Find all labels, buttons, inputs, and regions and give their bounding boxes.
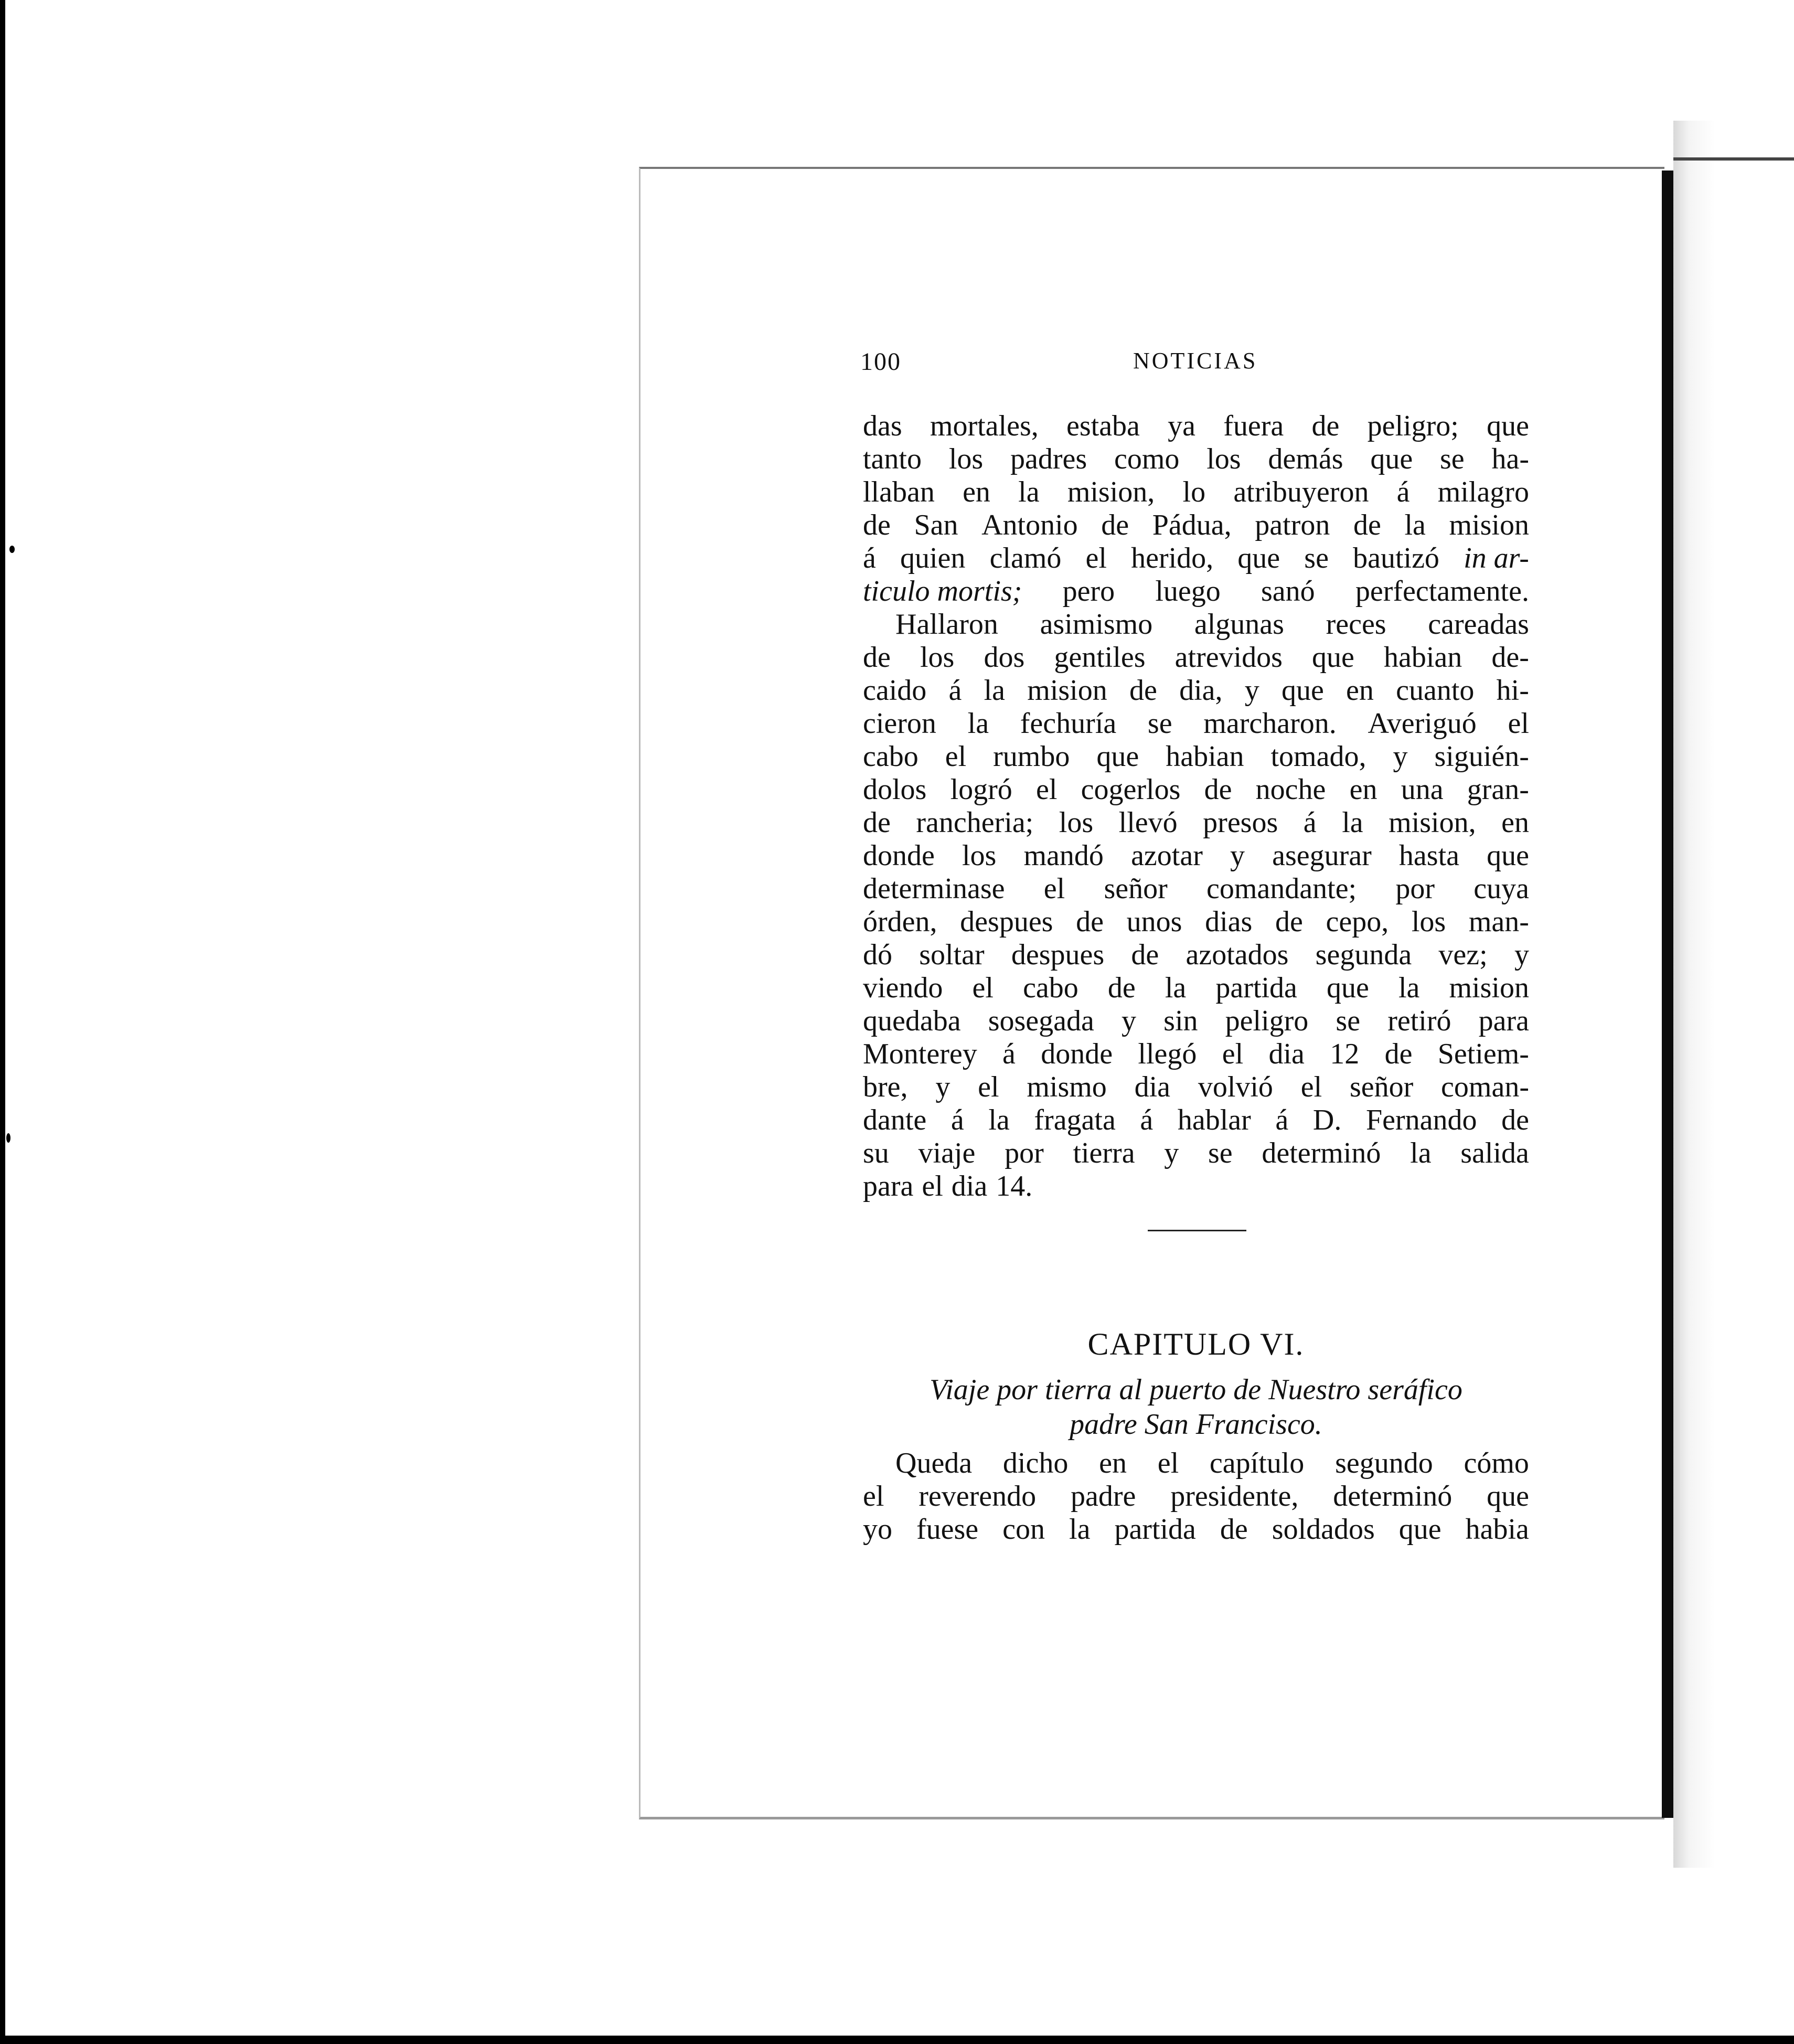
word: despues (1011, 939, 1105, 971)
page-number: 100 (860, 348, 901, 376)
text-block-before-chapter (863, 410, 1529, 1203)
text-line (863, 1104, 1529, 1137)
word: cabo (863, 740, 919, 773)
word: asimismo (1040, 608, 1153, 641)
word: la (988, 1104, 1010, 1136)
word: en (963, 476, 990, 508)
text-line (863, 906, 1529, 939)
word: vez; (1438, 939, 1488, 971)
running-head (860, 347, 1260, 379)
word: señor (1349, 1071, 1414, 1103)
word: á (951, 1104, 964, 1136)
word: se (1208, 1137, 1233, 1169)
word: el (1508, 707, 1529, 740)
scan-speck (6, 1133, 10, 1143)
word: soltar (919, 939, 985, 971)
word: se (1304, 542, 1329, 574)
text-line (863, 872, 1529, 906)
word: que (1281, 674, 1324, 707)
word: á (863, 542, 876, 574)
word: órden, (863, 906, 937, 938)
word: Monterey (863, 1038, 977, 1070)
text-line (863, 1038, 1529, 1071)
word: mision (1449, 972, 1529, 1004)
word: que (1370, 443, 1413, 475)
word: el (1036, 773, 1058, 806)
word: á (948, 674, 962, 707)
word: habia (1465, 1513, 1529, 1546)
text-line (863, 1170, 1529, 1203)
adjacent-page-top-edge (1673, 157, 1794, 161)
text-line (863, 608, 1529, 641)
word: herido, (1131, 542, 1214, 574)
text-line (863, 476, 1529, 509)
paragraph-2 (863, 608, 1529, 1203)
word: Averiguó (1368, 707, 1477, 740)
word: gentiles (1054, 641, 1146, 674)
word: ha- (1491, 443, 1529, 475)
word: cómo (1464, 1447, 1529, 1479)
chapter-subtitle (863, 1372, 1529, 1442)
word: determinó (1333, 1480, 1453, 1513)
word: la (1165, 972, 1187, 1004)
word: y (1164, 1137, 1179, 1169)
word: tomado, (1270, 740, 1366, 773)
word: de (863, 641, 891, 674)
word: el (1043, 872, 1065, 905)
word: cuya (1473, 872, 1529, 905)
word: clamó (989, 542, 1062, 574)
word: luego (1155, 575, 1221, 608)
word: 14. (996, 1170, 1033, 1202)
word: el (922, 1170, 943, 1202)
word: se (1336, 1005, 1361, 1037)
word: fragata (1034, 1104, 1116, 1136)
word: das (863, 410, 902, 442)
word: que (1237, 542, 1280, 574)
word: padre (1071, 1480, 1136, 1513)
text-line (863, 773, 1529, 806)
word: cepo, (1326, 906, 1389, 938)
word: soldados (1272, 1513, 1375, 1546)
text-line (863, 641, 1529, 674)
word: que (1312, 641, 1354, 674)
word: el (863, 1480, 884, 1513)
word: careadas (1428, 608, 1529, 641)
text-line (863, 1137, 1529, 1170)
text-line (863, 1513, 1529, 1546)
word: llevó (1118, 806, 1178, 839)
word: peligro; (1367, 410, 1459, 442)
word: Setiem- (1437, 1038, 1529, 1070)
word: llegó (1138, 1038, 1197, 1070)
word: Antonio (981, 509, 1078, 541)
word: que (1398, 1513, 1441, 1546)
word: rancheria; (916, 806, 1034, 839)
word: dolos (863, 773, 927, 806)
word: el (1300, 1071, 1322, 1103)
word: despues (960, 906, 1053, 938)
section-rule (1148, 1230, 1246, 1231)
word: azotar (1131, 839, 1203, 872)
word: San (914, 509, 958, 541)
word: dias (1205, 906, 1253, 938)
word: siguién- (1434, 740, 1529, 773)
word: fuese (916, 1513, 979, 1546)
word: se (1440, 443, 1465, 475)
word: dia (951, 1170, 988, 1202)
word: gran- (1467, 773, 1529, 806)
word: mandó (1023, 839, 1104, 872)
text-line (863, 410, 1529, 443)
word: el (1222, 1038, 1244, 1070)
word: yo (863, 1513, 892, 1546)
word: algunas (1194, 608, 1284, 641)
text-line (863, 1447, 1529, 1480)
word: rumbo (993, 740, 1070, 773)
word: su (863, 1137, 889, 1169)
word: y (1230, 839, 1245, 872)
word: dos (984, 641, 1025, 674)
word: de (1101, 509, 1129, 541)
word: hasta (1398, 839, 1459, 872)
text-line (863, 674, 1529, 707)
word: retiró (1387, 1005, 1451, 1037)
word: volvió (1198, 1071, 1273, 1103)
word: mision, (1067, 476, 1155, 508)
word: segundo (1335, 1447, 1433, 1479)
word: tierra (1073, 1137, 1135, 1169)
word: por (1395, 872, 1435, 905)
word: de (1076, 906, 1104, 938)
word: de (1129, 674, 1157, 707)
word: de (1384, 1038, 1413, 1070)
word: dicho (1002, 1447, 1069, 1479)
chapter-subtitle-line-2: padre San Francisco. (1070, 1408, 1322, 1441)
book-spine (1662, 171, 1673, 1818)
word: que (1326, 972, 1369, 1004)
word: y (935, 1071, 951, 1103)
text-line (863, 839, 1529, 872)
word: y (1393, 740, 1408, 773)
text-line (863, 972, 1529, 1005)
word: atribuyeron (1233, 476, 1369, 508)
word: y (1514, 939, 1529, 971)
word: mismo (1027, 1071, 1107, 1103)
word: la (984, 674, 1006, 707)
word: de- (1491, 641, 1529, 674)
text-line (863, 509, 1529, 542)
text-line (863, 542, 1529, 575)
word: en (1349, 773, 1377, 806)
text-line (863, 1071, 1529, 1104)
word: mision (1449, 509, 1529, 541)
text-line (863, 443, 1529, 476)
word: estaba (1066, 410, 1140, 442)
word: el (1157, 1447, 1179, 1479)
word: mision (1027, 674, 1107, 707)
word: reverendo (919, 1480, 1037, 1513)
word: señor (1104, 872, 1168, 905)
paragraph-1 (863, 410, 1529, 608)
word: bre, (863, 1071, 908, 1103)
word: el (945, 740, 967, 773)
word: la (1342, 806, 1363, 839)
word: ya (1168, 410, 1196, 442)
word: dó (863, 939, 892, 971)
word: la (1018, 476, 1040, 508)
word: con (1002, 1513, 1045, 1546)
scan-speck (9, 546, 15, 553)
word: fuera (1223, 410, 1284, 442)
text-line (863, 1005, 1529, 1038)
word: á (1303, 806, 1317, 839)
word: comandante; (1206, 872, 1357, 905)
word: lo (1182, 476, 1206, 508)
word: demás (1268, 443, 1343, 475)
word: los (920, 641, 955, 674)
word: habian (1166, 740, 1244, 773)
word: partida (1215, 972, 1297, 1004)
word: de (1353, 509, 1381, 541)
word: en (1099, 1447, 1127, 1479)
word: coman- (1441, 1071, 1529, 1103)
word: dia (1134, 1071, 1171, 1103)
word: donde (863, 839, 935, 872)
paragraph-3 (863, 1447, 1529, 1546)
word: hablar (1177, 1104, 1251, 1136)
word: mision, (1389, 806, 1476, 839)
word: la (967, 707, 989, 740)
word: pero (1062, 575, 1115, 608)
word: quien (900, 542, 966, 574)
word: logró (950, 773, 1012, 806)
text-line (863, 1480, 1529, 1513)
word: que (1487, 839, 1529, 872)
word: una (1401, 773, 1444, 806)
word: el (972, 972, 994, 1004)
text-line (863, 707, 1529, 740)
text-line (863, 939, 1529, 972)
word: Pádua, (1152, 509, 1232, 541)
word: de (863, 806, 891, 839)
word: el (1085, 542, 1107, 574)
word: dia (1268, 1038, 1305, 1070)
word: peligro (1225, 1005, 1309, 1037)
word: para (1478, 1005, 1529, 1037)
word: de (1204, 773, 1232, 806)
word: in ar- (1464, 542, 1529, 574)
chapter-subtitle-line-1: Viaje por tierra al puerto de Nuestro seráfico (930, 1374, 1462, 1406)
word: segunda (1315, 939, 1412, 971)
word: de (1501, 1104, 1529, 1136)
word: milagro (1437, 476, 1529, 508)
word: mortales, (930, 410, 1039, 442)
word: perfectamente. (1355, 575, 1529, 608)
word: patron (1255, 509, 1330, 541)
word: determinó (1262, 1137, 1381, 1169)
word: salida (1460, 1137, 1529, 1169)
word: la (1398, 972, 1420, 1004)
word: determinase (863, 872, 1005, 905)
word: en (1346, 674, 1374, 707)
word: la (1404, 509, 1426, 541)
word: azotados (1186, 939, 1289, 971)
running-title: NOTICIAS (1133, 348, 1258, 374)
word: á (1396, 476, 1410, 508)
word: asegurar (1272, 839, 1372, 872)
word: tanto (863, 443, 922, 475)
word: y (1244, 674, 1259, 707)
word: Hallaron (895, 608, 998, 641)
word: los (962, 839, 997, 872)
word: los (1411, 906, 1446, 938)
word: D. (1312, 1104, 1342, 1136)
word: la (1069, 1513, 1091, 1546)
word: por (1005, 1137, 1044, 1169)
word: llaban (863, 476, 935, 508)
word: Queda (895, 1447, 973, 1479)
word: los (948, 443, 984, 475)
word: de (1275, 906, 1303, 938)
word: dia, (1179, 674, 1223, 707)
text-line (863, 740, 1529, 773)
word: que (1096, 740, 1139, 773)
word: la (1410, 1137, 1432, 1169)
word: á (1002, 1038, 1016, 1070)
word: marcharon. (1203, 707, 1337, 740)
word: de (1107, 972, 1136, 1004)
word: presos (1203, 806, 1278, 839)
text-line (863, 575, 1529, 608)
word: noche (1255, 773, 1326, 806)
text-block-after-chapter (863, 1447, 1529, 1546)
scan-border-left (0, 0, 5, 2044)
word: á (1140, 1104, 1154, 1136)
word: bautizó (1353, 542, 1439, 574)
word: cuanto (1396, 674, 1475, 707)
word: y (1122, 1005, 1137, 1037)
word: donde (1041, 1038, 1113, 1070)
word: cogerlos (1081, 773, 1181, 806)
word: reces (1326, 608, 1386, 641)
word: viaje (918, 1137, 976, 1169)
word: de (1220, 1513, 1248, 1546)
text-line (863, 806, 1529, 839)
word: para (863, 1170, 914, 1202)
word: como (1114, 443, 1180, 475)
word: sosegada (988, 1005, 1094, 1037)
word: cieron (863, 707, 936, 740)
word: fechuría (1020, 707, 1117, 740)
word: man- (1468, 906, 1529, 938)
word: partida (1114, 1513, 1196, 1546)
word: dante (863, 1104, 927, 1136)
word: unos (1126, 906, 1182, 938)
word: capítulo (1209, 1447, 1305, 1479)
word: hi- (1496, 674, 1529, 707)
adjacent-page-edge (1673, 121, 1794, 1868)
word: cabo (1023, 972, 1078, 1004)
word: de (863, 509, 891, 541)
word: en (1501, 806, 1529, 839)
word: atrevidos (1174, 641, 1283, 674)
word: á (1275, 1104, 1289, 1136)
word: que (1487, 410, 1529, 442)
word: sanó (1261, 575, 1315, 608)
word: caido (863, 674, 927, 707)
word: que (1487, 1480, 1529, 1513)
word: los (1059, 806, 1094, 839)
word: de (1311, 410, 1340, 442)
word: presidente, (1170, 1480, 1299, 1513)
word: habian (1384, 641, 1462, 674)
word: los (1206, 443, 1241, 475)
word: 12 (1330, 1038, 1360, 1070)
word: viendo (863, 972, 943, 1004)
word: padres (1010, 443, 1087, 475)
word: Fernando (1365, 1104, 1477, 1136)
chapter-heading: CAPITULO VI. (1087, 1327, 1305, 1361)
word: se (1147, 707, 1172, 740)
word: de (1131, 939, 1159, 971)
word: ticulo mortis; (863, 575, 1022, 608)
word: el (978, 1071, 999, 1103)
scan-border-bottom (0, 2036, 1794, 2044)
word: quedaba (863, 1005, 961, 1037)
word: sin (1163, 1005, 1198, 1037)
